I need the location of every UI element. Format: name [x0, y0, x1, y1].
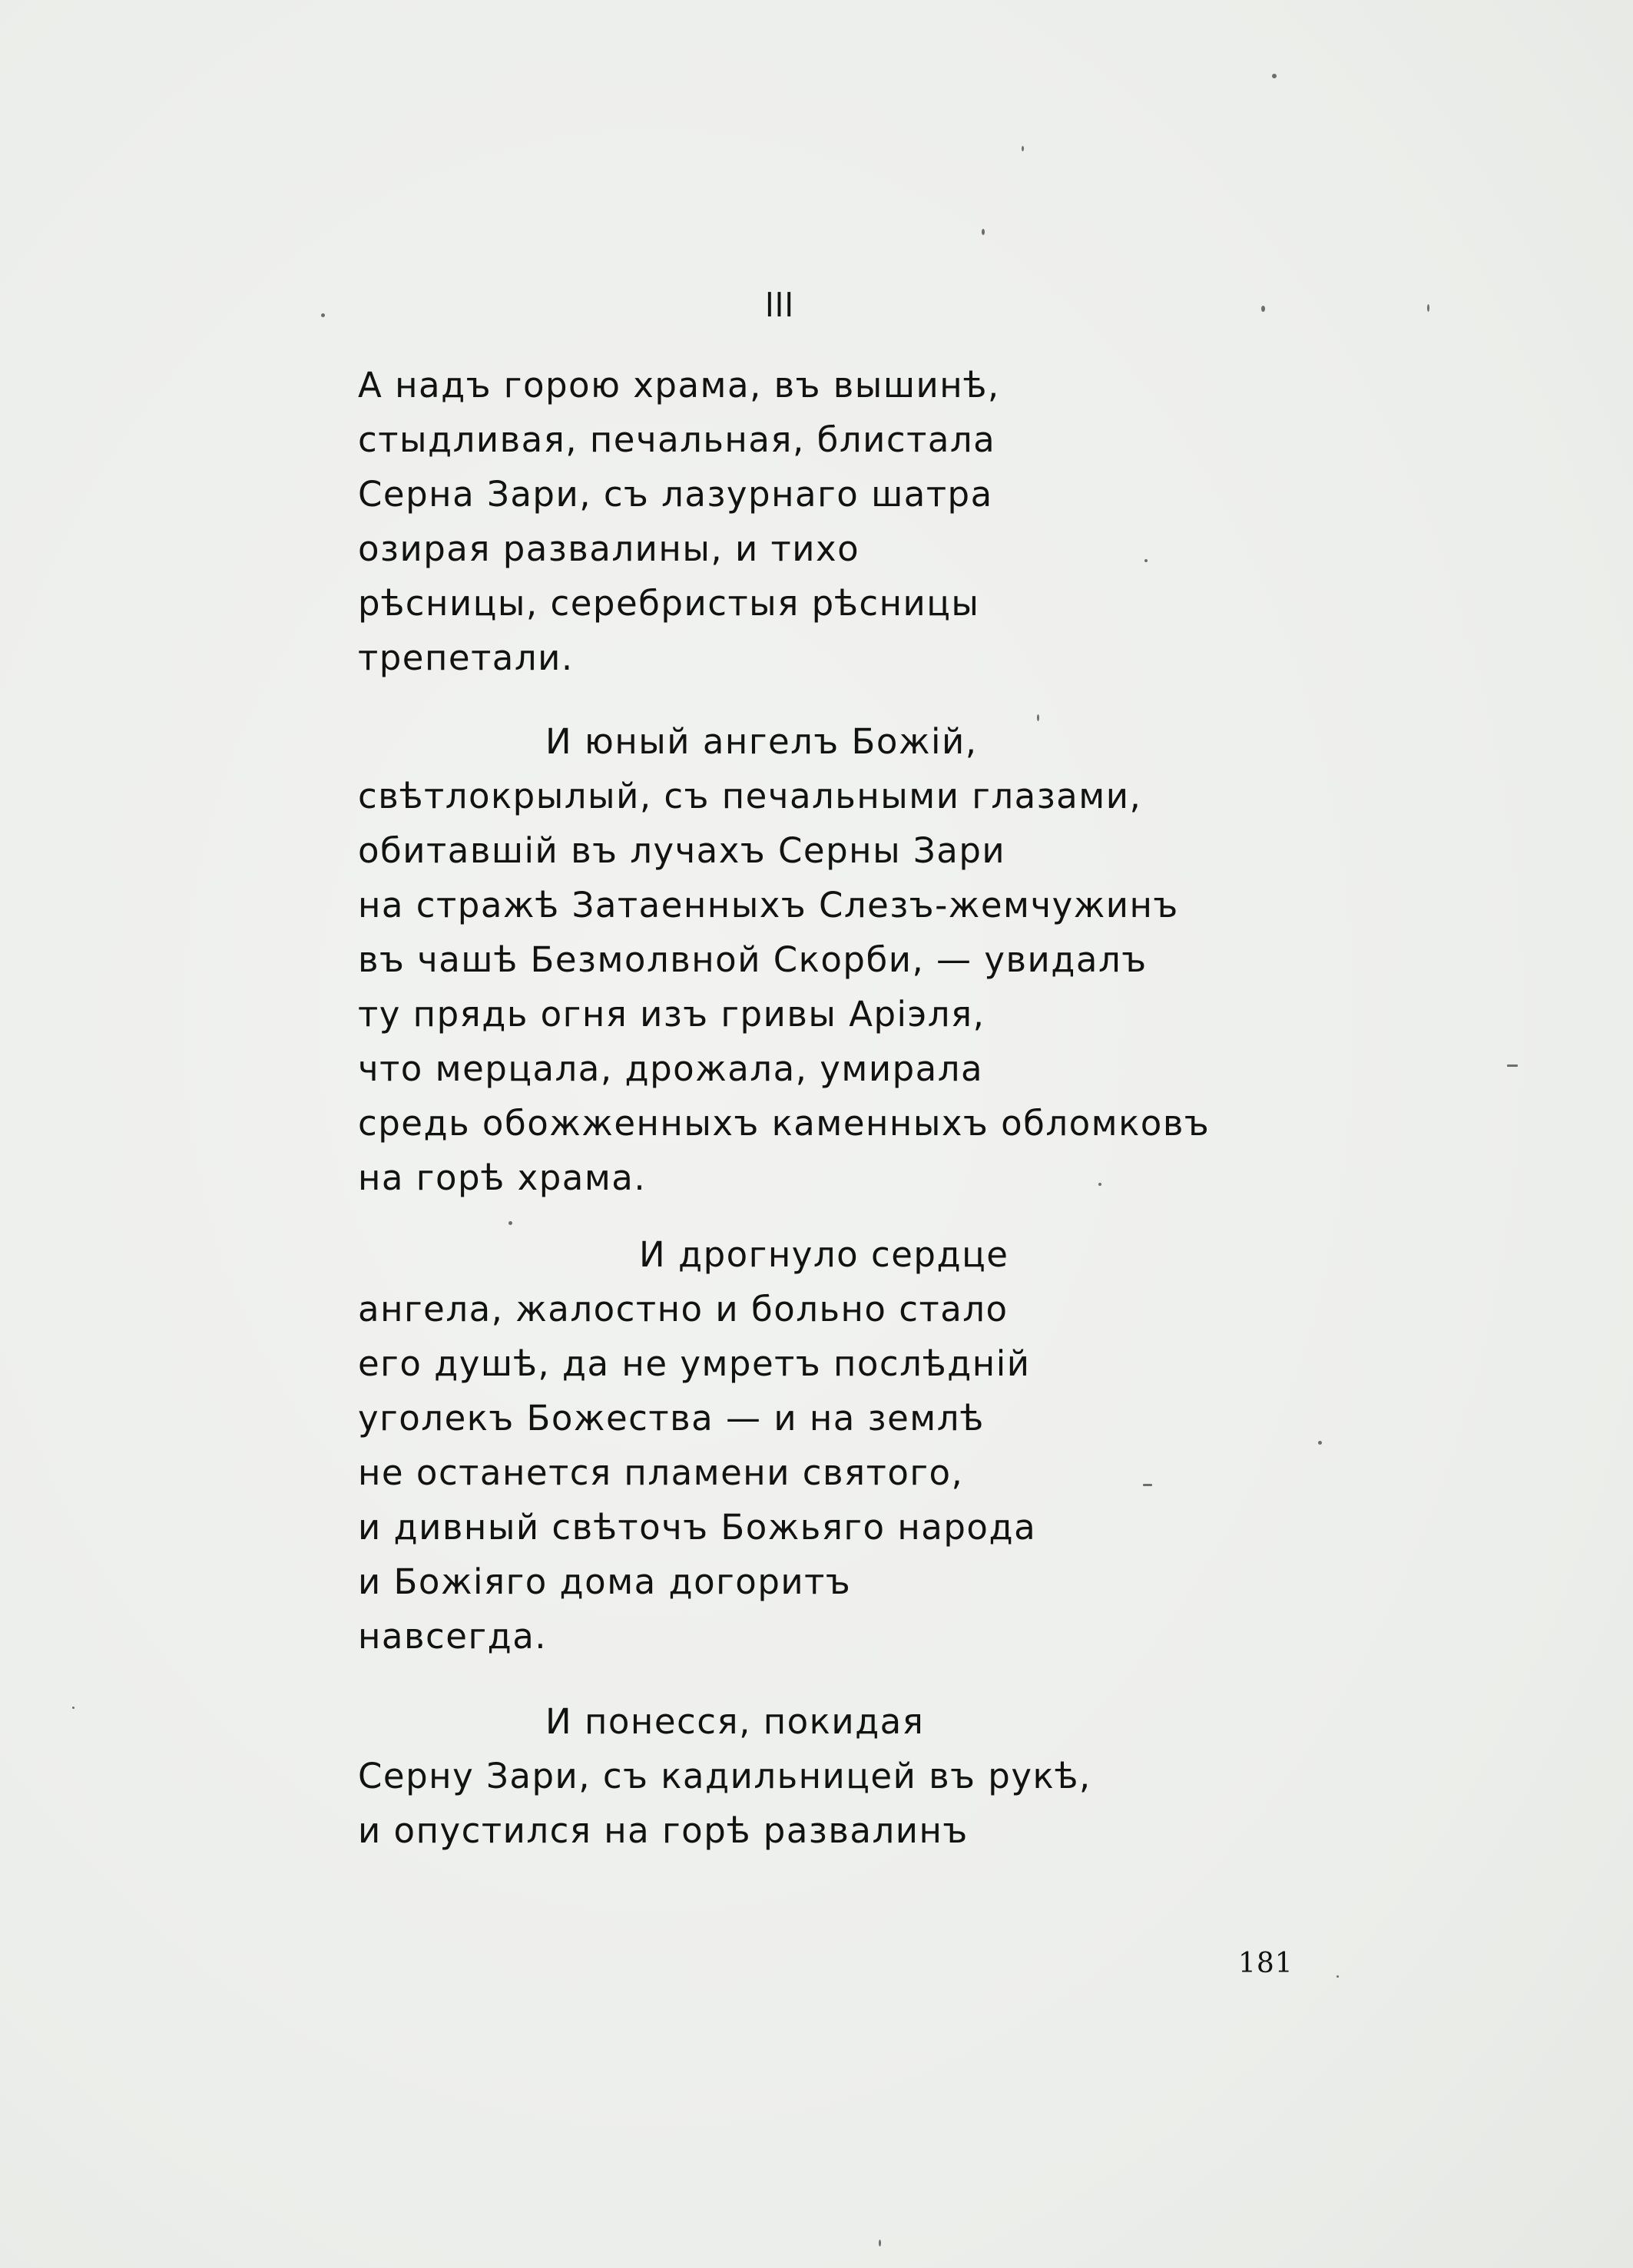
poem-line: рѣсницы, серебристыя рѣсницы: [358, 583, 980, 624]
poem-line: свѣтлокрылый, съ печальными глазами,: [358, 776, 1142, 816]
paper-speck: [879, 2240, 881, 2246]
paper-speck: [321, 313, 325, 317]
poem-line: и опустился на горѣ развалинъ: [358, 1810, 969, 1851]
poem-line: и дивный свѣточъ Божьяго народа: [358, 1507, 1037, 1548]
paper-speck: [1272, 74, 1277, 78]
paper-speck: [1507, 1064, 1518, 1067]
poem-line: ангела, жалостно и больно стало: [358, 1289, 1009, 1329]
poem-line: въ чашѣ Безмолвной Скорби, — увидалъ: [358, 939, 1148, 980]
paper-speck: [982, 229, 985, 235]
paper-speck: [1022, 146, 1024, 151]
poem-line: что мерцала, дрожала, умирала: [358, 1048, 984, 1089]
poem-line: И дрогнуло сердце: [639, 1234, 1009, 1275]
paper-speck: [508, 1221, 512, 1225]
poem-line: И юный ангелъ Божій,: [545, 721, 978, 762]
poem-line: и Божіяго дома догоритъ: [358, 1561, 852, 1602]
paper-speck: [1144, 559, 1148, 562]
poem-line: его душѣ, да не умретъ послѣдній: [358, 1343, 1031, 1384]
poem-line: озирая развалины, и тихо: [358, 528, 860, 569]
paper-speck: [1337, 1975, 1339, 1978]
poem-line: Серну Зари, съ кадильницей въ рукѣ,: [358, 1756, 1091, 1796]
section-number: III: [765, 286, 794, 325]
poem-line: навсегда.: [358, 1616, 548, 1657]
paper-speck: [1427, 304, 1429, 312]
page-number: 181: [1238, 1948, 1293, 1979]
poem-line: обитавшій въ лучахъ Серны Зари: [358, 830, 1006, 871]
paper-speck: [1143, 1484, 1152, 1486]
poem-line: стыдливая, печальная, блистала: [358, 419, 996, 460]
poem-line: не останется пламени святого,: [358, 1452, 964, 1493]
poem-line: А надъ горою храма, въ вышинѣ,: [358, 365, 1000, 406]
paper-speck: [1261, 306, 1265, 312]
poem-line: на горѣ храма.: [358, 1157, 647, 1198]
poem-line: трепетали.: [358, 637, 574, 678]
poem-line: И понесся, покидая: [545, 1701, 925, 1742]
poem-line: средь обожженныхъ каменныхъ обломковъ: [358, 1103, 1211, 1144]
paper-speck: [72, 1707, 75, 1709]
poem-line: ту прядь огня изъ гривы Аріэля,: [358, 994, 985, 1035]
poem-line: уголекъ Божества — и на землѣ: [358, 1398, 985, 1439]
paper-speck: [1318, 1441, 1322, 1445]
poem-line: Серна Зари, съ лазурнаго шатра: [358, 474, 993, 515]
paper-speck: [1037, 714, 1039, 721]
paper-speck: [1098, 1183, 1101, 1186]
poem-line: на стражѣ Затаенныхъ Слезъ-жемчужинъ: [358, 885, 1179, 925]
